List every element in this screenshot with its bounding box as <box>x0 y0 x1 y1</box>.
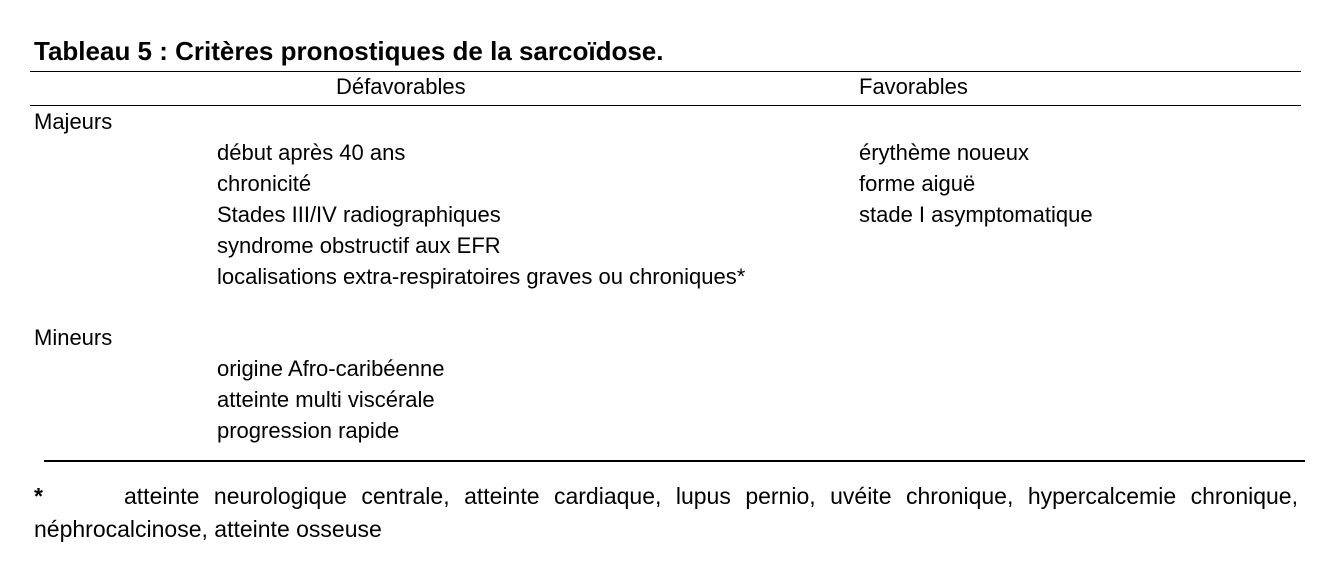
footnote <box>34 480 1298 546</box>
table-title: Tableau 5 : Critères pronostiques de la sarcoïdose. <box>34 36 664 66</box>
list-item: érythème noueux <box>859 140 1029 165</box>
table-bottom-rule <box>44 460 1305 462</box>
group-label-major: Majeurs <box>34 109 113 134</box>
table-header-rule <box>30 105 1301 106</box>
list-item: atteinte multi viscérale <box>217 387 435 412</box>
column-header-favorable: Favorables <box>859 74 968 99</box>
list-item: Stades III/IV radiographiques <box>217 202 501 227</box>
list-item: origine Afro-caribéenne <box>217 356 445 381</box>
footnote-marker: * <box>34 483 43 509</box>
major-unfavorable-list <box>217 137 745 292</box>
footnote-text: atteinte neurologique centrale, atteinte cardiaque, lupus pernio, uvéite chronique, hypercalcemie chronique, néphrocalcinose, atteinte osseuse <box>34 483 1298 542</box>
table-top-rule <box>30 71 1301 72</box>
list-item: progression rapide <box>217 418 400 443</box>
minor-unfavorable-list <box>217 353 444 446</box>
list-item: localisations extra-respiratoires graves ou chroniques* <box>217 264 746 289</box>
list-item: stade I asymptomatique <box>859 202 1093 227</box>
list-item: chronicité <box>217 171 312 196</box>
group-label-minor: Mineurs <box>34 325 113 350</box>
column-header-unfavorable: Défavorables <box>336 74 466 99</box>
list-item: forme aiguë <box>859 171 976 196</box>
list-item: début après 40 ans <box>217 140 406 165</box>
major-favorable-list <box>859 137 1093 230</box>
list-item: syndrome obstructif aux EFR <box>217 233 501 258</box>
